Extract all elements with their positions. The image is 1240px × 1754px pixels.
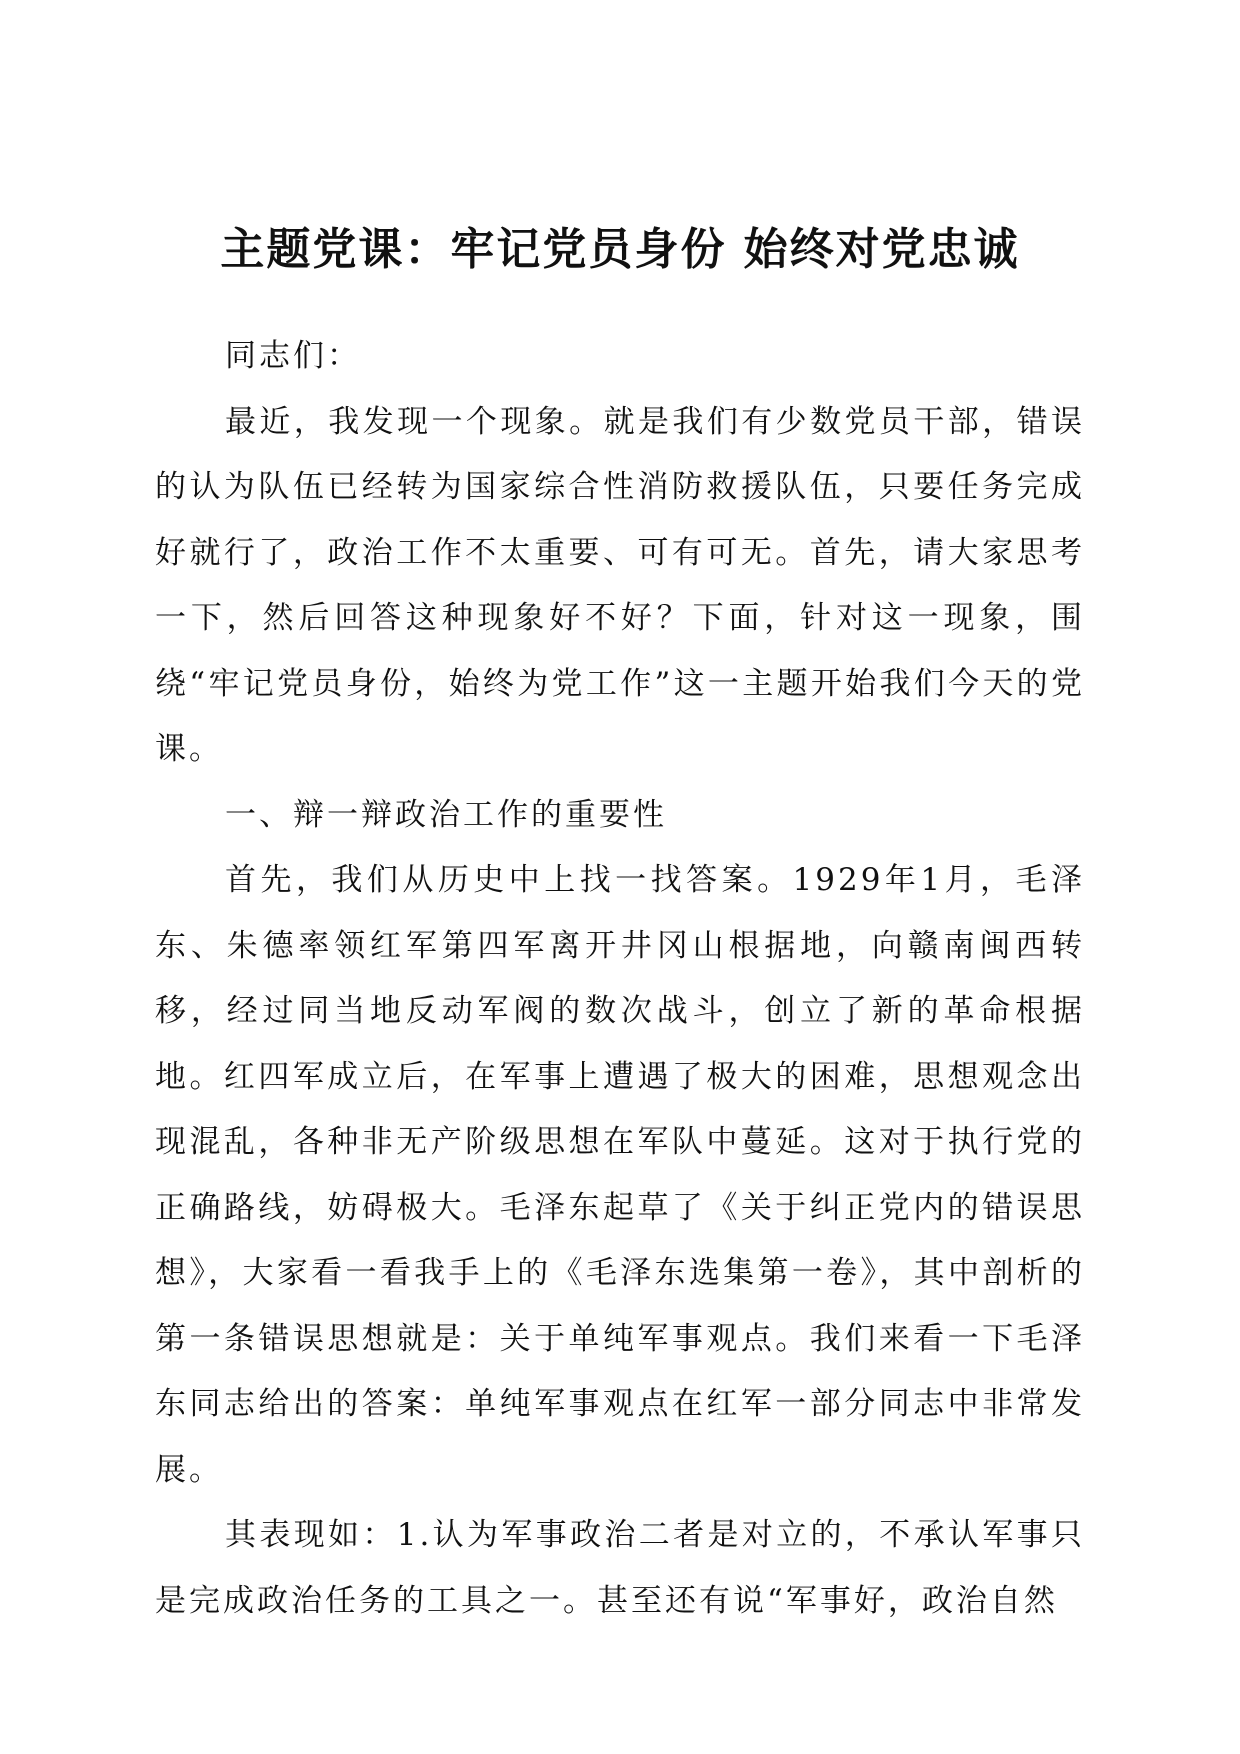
document-body	[155, 324, 1085, 1634]
document-title: 主题党课：牢记党员身份 始终对党忠诚	[220, 224, 1020, 275]
paragraph-history: 首先，我们从历史中上找一找答案。1929年1月，毛泽东、朱德率领红军第四军离开井冈山根据地，向赣南闽西转移，经过同当地反动军阀的数次战斗，创立了新的革命根据地。红四军成立后，在军事上遭遇了极大的困难，思想观念出现混乱，各种非无产阶级思想在军队中蔓延。这对于执行党的正确路线，妨碍极大。毛泽东起草了《关于纠正党内的错误思想》，大家看一看我手上的《毛泽东选集第一卷》，其中剖析的第一条错误思想就是：关于单纯军事观点。我们来看一下毛泽东同志给出的答案：单纯军事观点在红军一部分同志中非常发展。	[155, 862, 1085, 1488]
paragraph-intro: 最近，我发现一个现象。就是我们有少数党员干部，错误的认为队伍已经转为国家综合性消防救援队伍，只要任务完成好就行了，政治工作不太重要、可有可无。首先，请大家思考一下，然后回答这种现象好不好？下面，针对这一现象，围绕“牢记党员身份，始终为党工作”这一主题开始我们今天的党课。	[155, 403, 1085, 767]
salutation: 同志们：	[225, 338, 361, 374]
section-heading: 一、辩一辩政治工作的重要性	[225, 796, 667, 833]
paragraph-manifestation: 其表现如：1.认为军事政治二者是对立的，不承认军事只是完成政治任务的工具之一。甚至还有说“军事好，政治自然	[155, 1517, 1085, 1619]
